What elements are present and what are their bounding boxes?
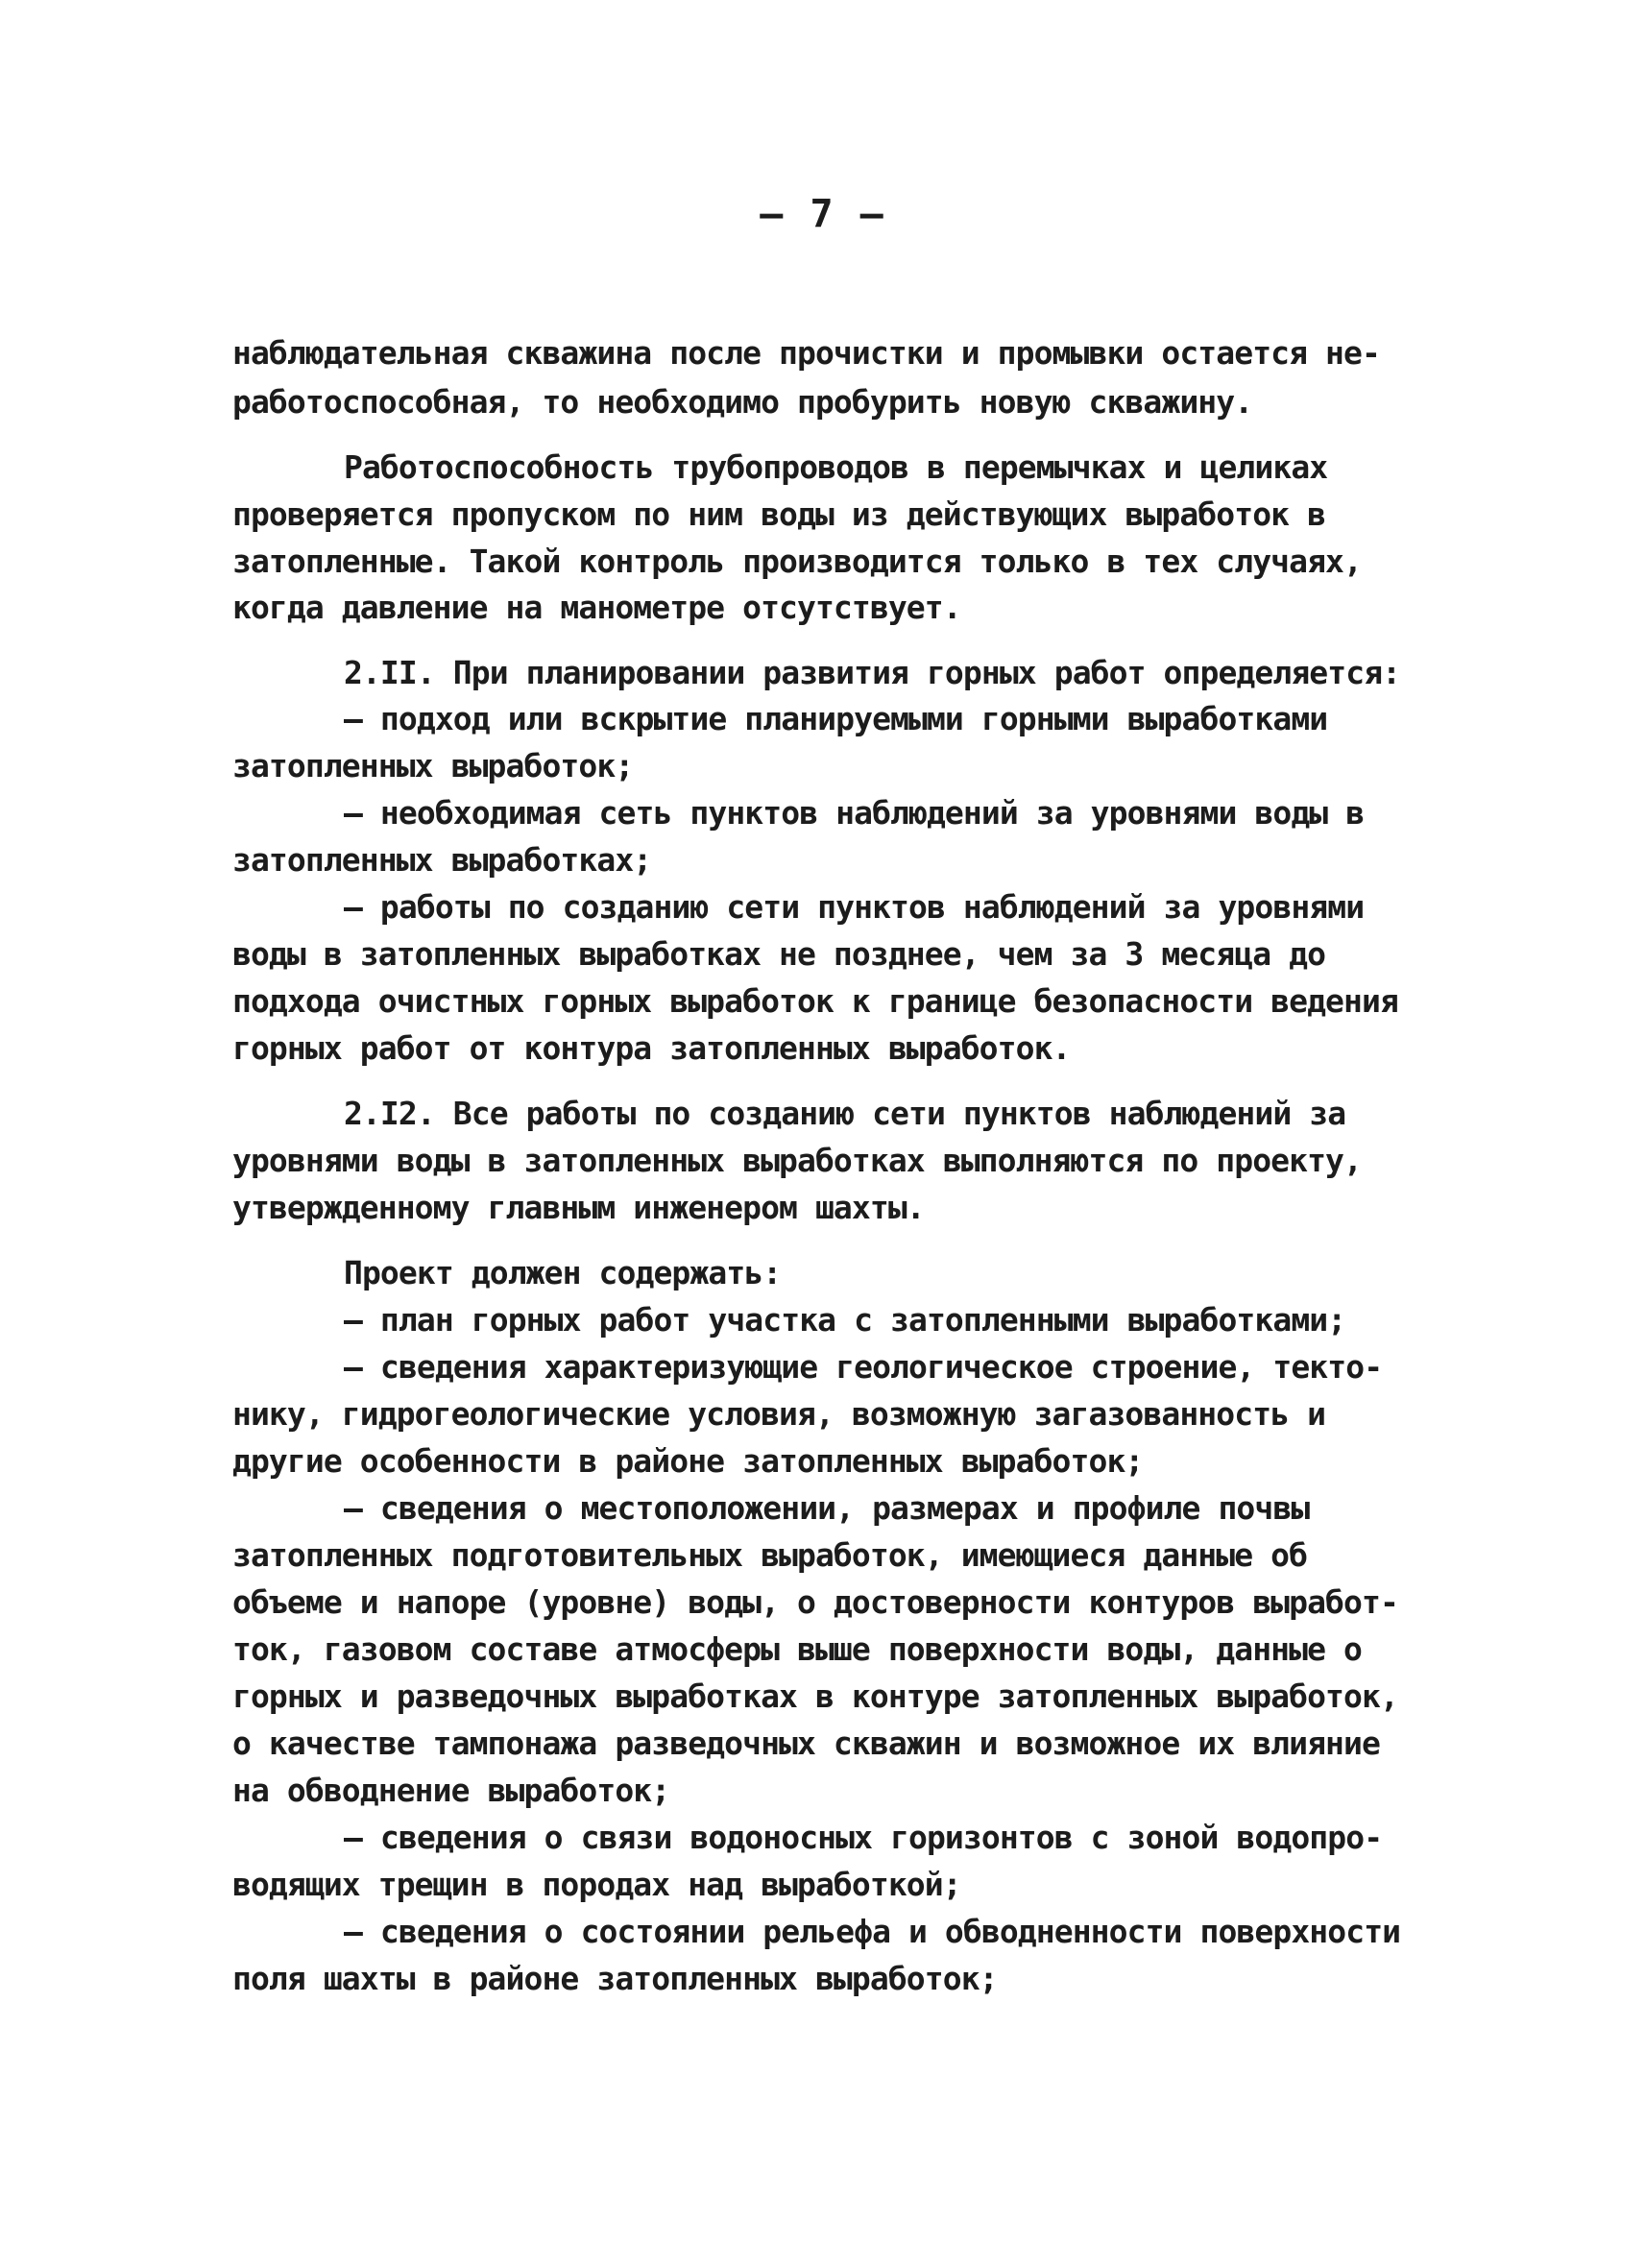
text-line: другие особенности в районе затопленных выработок; — [232, 1442, 1144, 1480]
text-line: – необходимая сеть пунктов наблюдений за уровнями воды в — [344, 794, 1365, 832]
page-number: – 7 – — [760, 192, 885, 236]
text-line: нику, гидрогеологические условия, возможную загазованность и — [232, 1395, 1326, 1433]
text-line: горных и разведочных выработках в контуре затопленных выработок, — [232, 1677, 1398, 1715]
text-line: затопленных подготовительных выработок, имеющиеся данные об — [232, 1536, 1308, 1574]
text-line: работоспособная, то необходимо пробурить новую скважину. — [232, 383, 1253, 421]
text-line: объеме и напоре (уровне) воды, о достоверности контуров выработ- — [232, 1583, 1398, 1621]
text-line: когда давление на манометре отсутствует. — [232, 589, 961, 626]
text-line: подхода очистных горных выработок к границе безопасности ведения — [232, 982, 1398, 1020]
text-line: Проект должен содержать: — [344, 1254, 782, 1291]
text-line: – сведения о состоянии рельефа и обводненности поверхности — [344, 1913, 1401, 1950]
text-line: затопленных выработках; — [232, 841, 652, 879]
text-line: утвержденному главным инженером шахты. — [232, 1189, 925, 1226]
text-line: горных работ от контура затопленных выработок. — [232, 1029, 1071, 1067]
text-line: Работоспособность трубопроводов в перемычках и целиках — [344, 448, 1328, 486]
text-line: воды в затопленных выработках не позднее, чем за 3 месяца до — [232, 935, 1326, 973]
text-line: – сведения о связи водоносных горизонтов с зоной водопро- — [344, 1819, 1383, 1856]
text-line: ток, газовом составе атмосферы выше поверхности воды, данные о — [232, 1630, 1362, 1668]
text-line: – подход или вскрытие планируемыми горными выработками — [344, 700, 1328, 737]
text-line: водящих трещин в породах над выработкой; — [232, 1866, 961, 1903]
text-line: 2.I2. Все работы по созданию сети пунктов наблюдений за — [344, 1095, 1346, 1132]
text-line: поля шахты в районе затопленных выработок; — [232, 1960, 998, 1997]
text-line: – работы по созданию сети пунктов наблюдений за уровнями — [344, 888, 1365, 926]
text-line: уровнями воды в затопленных выработках выполняются по проекту, — [232, 1142, 1362, 1179]
text-line: – план горных работ участка с затопленными выработками; — [344, 1301, 1346, 1339]
text-line: о качестве тампонажа разведочных скважин и возможное их влияние — [232, 1725, 1380, 1762]
text-line: – сведения характеризующие геологическое строение, текто- — [344, 1348, 1383, 1386]
text-line: на обводнение выработок; — [232, 1772, 670, 1809]
text-line: – сведения о местоположении, размерах и профиле почвы — [344, 1489, 1310, 1527]
text-line: 2.II. При планировании развития горных работ определяется: — [344, 654, 1401, 691]
text-line: затопленные. Такой контроль производится только в тех случаях, — [232, 543, 1362, 580]
text-line: наблюдательная скважина после прочистки и промывки остается не- — [232, 334, 1380, 372]
text-line: затопленных выработок; — [232, 747, 634, 784]
text-line: проверяется пропуском по ним воды из действующих выработок в — [232, 495, 1326, 533]
